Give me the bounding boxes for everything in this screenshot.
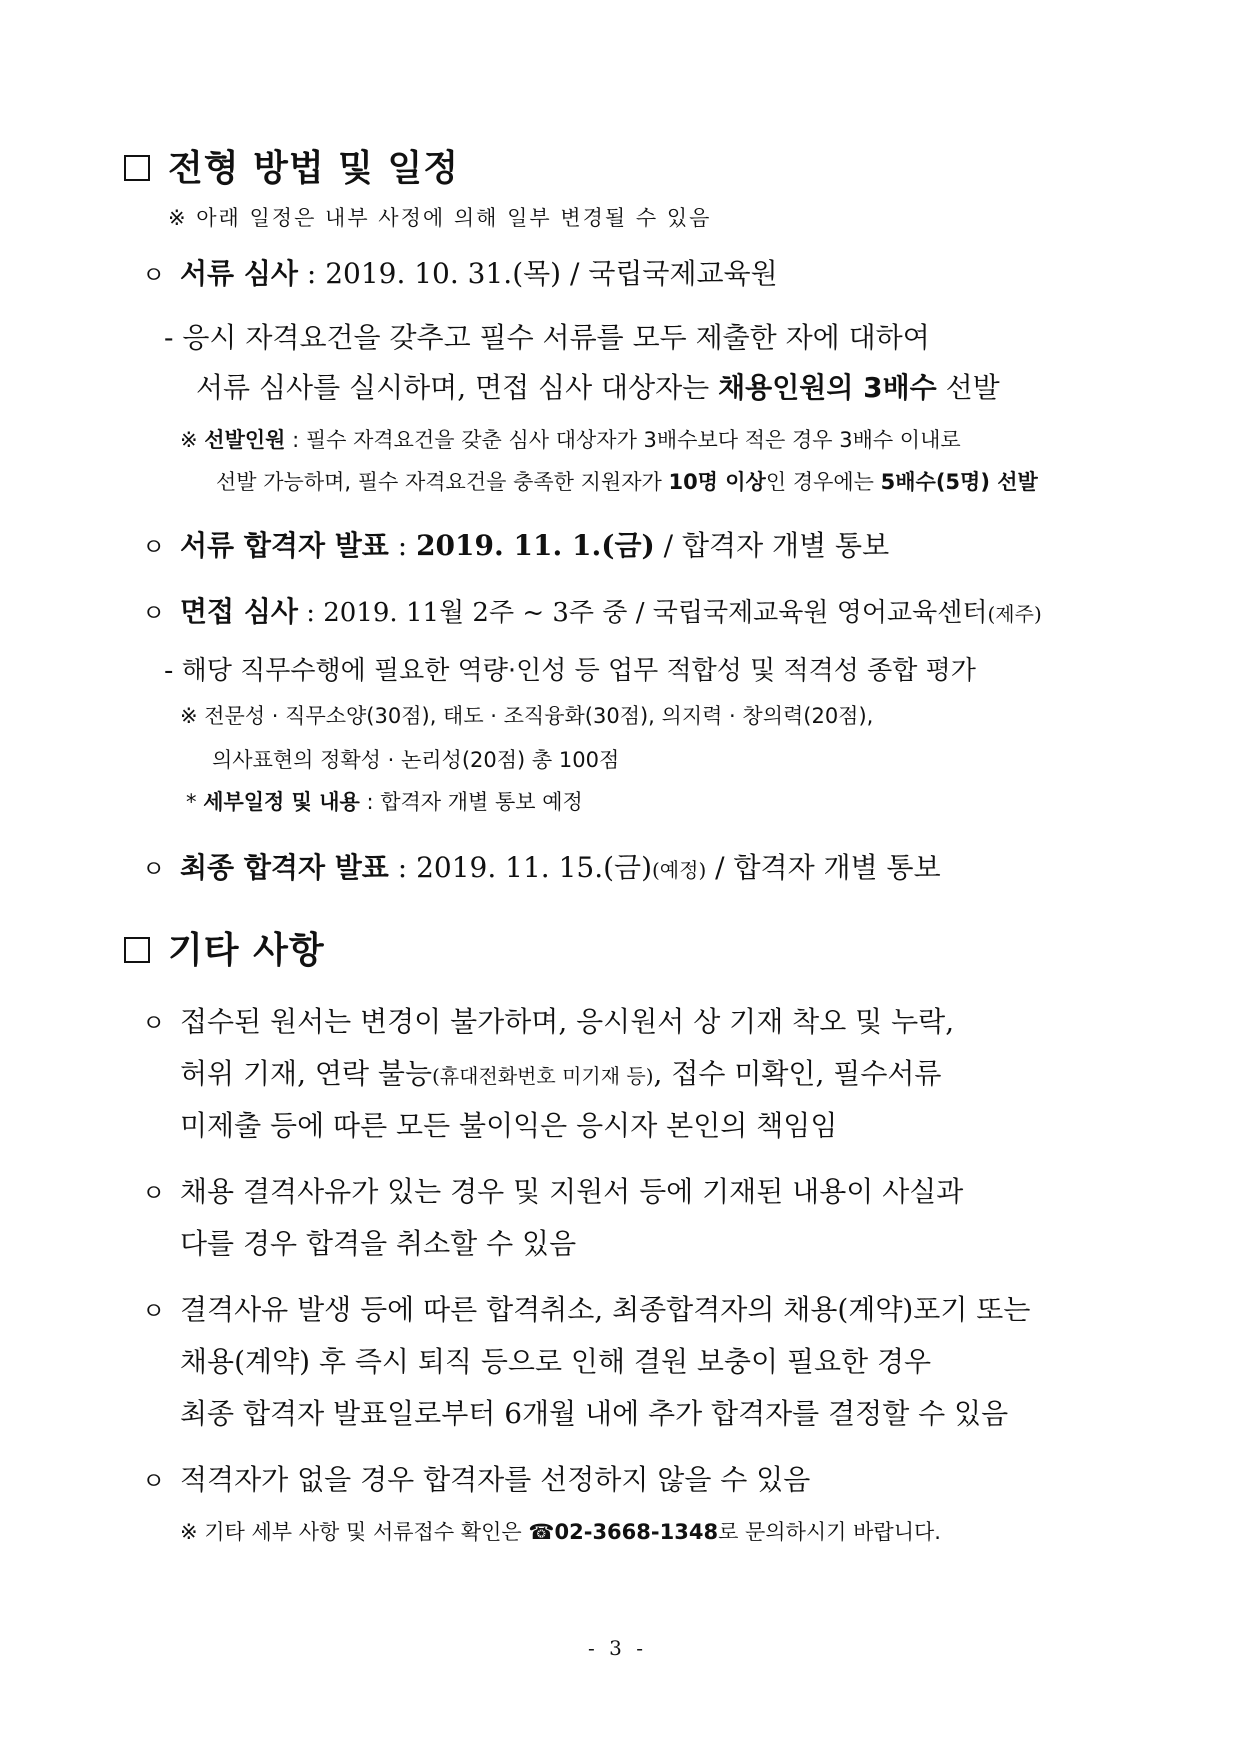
doc-result-item bbox=[142, 524, 889, 564]
text: : 필수 자격요건을 갖춘 심사 대상자가 3배수보다 적은 경우 3배수 이내로 bbox=[285, 428, 961, 452]
bullet-circle-icon: ㅇ bbox=[142, 533, 166, 561]
text: 결격사유 발생 등에 따른 합격취소, 최종합격자의 채용(계약)포기 또는 bbox=[180, 1293, 1031, 1326]
misc-item-1-line-2 bbox=[180, 1052, 941, 1092]
separator: : bbox=[388, 851, 417, 884]
misc-item-1-line-1 bbox=[142, 1000, 954, 1040]
detail-schedule-label: 세부일정 및 내용 bbox=[203, 790, 360, 814]
selection-label: 선발인원 bbox=[204, 428, 286, 452]
checkbox-square-icon bbox=[124, 937, 150, 963]
schedule-change-note: ※ 아래 일정은 내부 사정에 의해 일부 변경될 수 있음 bbox=[168, 206, 712, 230]
text: 선발 가능하며, 필수 자격요건을 충족한 지원자가 bbox=[216, 470, 669, 494]
phone-number[interactable]: 02-3668-1348 bbox=[554, 1520, 719, 1544]
text-small: (휴대전화번호 미기재 등) bbox=[432, 1064, 654, 1088]
text: 로 문의하시기 바랍니다. bbox=[718, 1520, 941, 1544]
checkbox-square-icon bbox=[124, 155, 150, 181]
doc-review-item bbox=[142, 252, 778, 292]
ten-or-more: 10명 이상 bbox=[668, 470, 766, 494]
doc-result-text: / 합격자 개별 통보 bbox=[654, 529, 890, 562]
text: ※ bbox=[180, 428, 205, 452]
section-heading-2 bbox=[124, 922, 325, 973]
interview-desc: - 해당 직무수행에 필요한 역량·인성 등 업무 적합성 및 적격성 종합 평가 bbox=[164, 656, 976, 686]
misc-item-4-line-1 bbox=[142, 1458, 810, 1498]
interview-score-note-1: ※ 전문성 · 직무소양(30점), 태도 · 조직융화(30점), 의지력 · 창의력(20점), bbox=[180, 704, 874, 728]
text: 선발 bbox=[936, 371, 1000, 404]
highlight-3x: 채용인원의 3배수 bbox=[718, 371, 937, 404]
page-number: - 3 - bbox=[588, 1636, 647, 1660]
text: ※ 기타 세부 사항 및 서류접수 확인은 bbox=[180, 1520, 529, 1544]
bullet-circle-icon: ㅇ bbox=[142, 1009, 166, 1037]
bullet-circle-icon: ㅇ bbox=[142, 261, 166, 289]
bullet-circle-icon: ㅇ bbox=[142, 1467, 166, 1495]
selection-note-2 bbox=[216, 466, 1038, 496]
selection-note-1 bbox=[180, 424, 961, 454]
five-times: 5배수(5명) 선발 bbox=[880, 470, 1038, 494]
misc-item-1-line-3: 미제출 등에 따른 모든 불이익은 응시자 본인의 책임임 bbox=[180, 1109, 838, 1142]
final-result-label: 최종 합격자 발표 bbox=[180, 851, 389, 884]
misc-item-3-line-3: 최종 합격자 발표일로부터 6개월 내에 추가 합격자를 결정할 수 있음 bbox=[180, 1397, 1009, 1430]
doc-result-label: 서류 합격자 발표 bbox=[180, 529, 389, 562]
doc-review-date: 2019. 10. 31.(목) / 국립국제교육원 bbox=[325, 257, 778, 290]
contact-note bbox=[180, 1516, 941, 1546]
doc-review-label: 서류 심사 bbox=[180, 257, 298, 290]
section-title: 전형 방법 및 일정 bbox=[168, 148, 460, 189]
detail-schedule-note bbox=[186, 786, 583, 816]
text: 서류 심사를 실시하며, 면접 심사 대상자는 bbox=[196, 371, 719, 404]
bullet-circle-icon: ㅇ bbox=[142, 1179, 166, 1207]
interview-score-note-2: 의사표현의 정확성 · 논리성(20점) 총 100점 bbox=[212, 748, 620, 772]
separator: : bbox=[297, 598, 324, 628]
separator: : bbox=[388, 529, 417, 562]
misc-item-3-line-2: 채용(계약) 후 즉시 퇴직 등으로 인해 결원 보충이 필요한 경우 bbox=[180, 1345, 932, 1378]
text: 채용 결격사유가 있는 경우 및 지원서 등에 기재된 내용이 사실과 bbox=[180, 1175, 964, 1208]
text: 적격자가 없을 경우 합격자를 선정하지 않을 수 있음 bbox=[180, 1463, 811, 1496]
separator: : bbox=[297, 257, 326, 290]
bullet-circle-icon: ㅇ bbox=[142, 1297, 166, 1325]
final-result-date: 2019. 11. 15.(금) bbox=[416, 851, 652, 884]
interview-label: 면접 심사 bbox=[180, 595, 298, 628]
section-title: 기타 사항 bbox=[168, 930, 325, 971]
text: 인 경우에는 bbox=[765, 470, 881, 494]
section-heading-1 bbox=[124, 140, 459, 191]
bullet-circle-icon: ㅇ bbox=[142, 599, 166, 627]
text: 허위 기재, 연락 불능 bbox=[180, 1057, 432, 1090]
phone-icon: ☎ bbox=[528, 1520, 555, 1544]
interview-location-small: (제주) bbox=[987, 602, 1042, 626]
final-result-text: / 합격자 개별 통보 bbox=[706, 851, 941, 884]
doc-review-desc-1: - 응시 자격요건을 갖추고 필수 서류를 모두 제출한 자에 대하여 bbox=[164, 321, 930, 354]
final-result-tentative: (예정) bbox=[652, 858, 707, 882]
text: * bbox=[186, 790, 204, 814]
misc-item-3-line-1 bbox=[142, 1288, 1030, 1328]
misc-item-2-line-1 bbox=[142, 1170, 963, 1210]
text: , 접수 미확인, 필수서류 bbox=[653, 1057, 942, 1090]
interview-item bbox=[142, 590, 1042, 630]
final-result-item bbox=[142, 846, 941, 886]
text: 접수된 원서는 변경이 불가하며, 응시원서 상 기재 착오 및 누락, bbox=[180, 1005, 955, 1038]
interview-date: 2019. 11월 2주 ~ 3주 중 / 국립국제교육원 영어교육센터 bbox=[323, 598, 988, 628]
misc-item-2-line-2: 다를 경우 합격을 취소할 수 있음 bbox=[180, 1227, 577, 1260]
doc-result-date: 2019. 11. 1.(금) bbox=[416, 529, 655, 562]
text: : 합격자 개별 통보 예정 bbox=[359, 790, 583, 814]
doc-review-desc-2 bbox=[196, 366, 1000, 406]
bullet-circle-icon: ㅇ bbox=[142, 855, 166, 883]
